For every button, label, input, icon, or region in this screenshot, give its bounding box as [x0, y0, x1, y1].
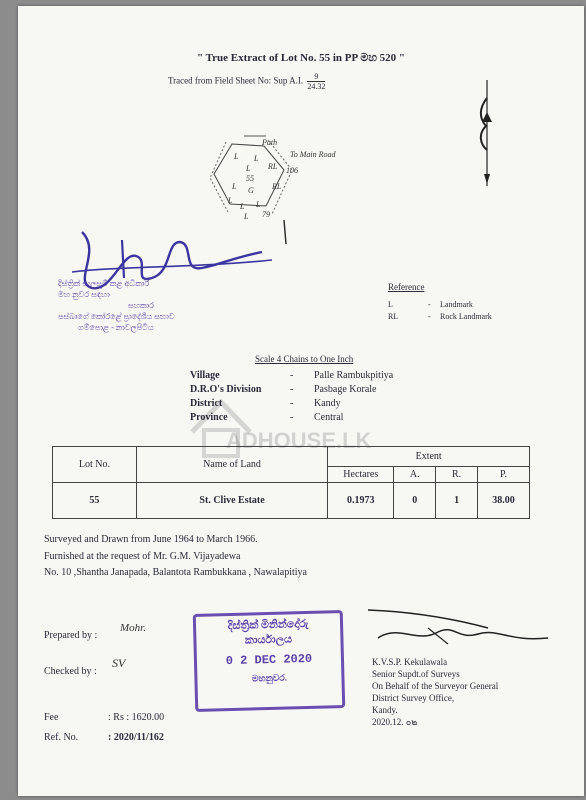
- council-seal: [58, 278, 268, 333]
- land-extent-table: [52, 446, 530, 519]
- acres-header: A.: [394, 467, 436, 483]
- location-details: [190, 370, 450, 430]
- north-arrow-icon: [472, 78, 502, 188]
- survey-document: [18, 6, 584, 796]
- adjoining-lot-top: 106: [286, 166, 298, 175]
- request-line: Furnished at the request of Mr. G.M. Vijayadewa: [44, 551, 241, 562]
- fee-label: Fee: [44, 712, 59, 723]
- table-row: [53, 483, 530, 519]
- sketch-mark: L: [244, 212, 249, 221]
- fraction-denominator: 24.32: [307, 82, 326, 91]
- stamp-line: දිස්ත්‍රික් මිනින්දෝරු: [227, 617, 309, 633]
- roods-header: R.: [436, 467, 478, 483]
- seal-line: මහ නුවර සඳහා: [58, 290, 110, 299]
- land-name-header: Name of Land: [136, 447, 328, 483]
- village-label: Village: [190, 370, 220, 381]
- village-value: Palle Rambukpitiya: [314, 370, 394, 381]
- checked-by-label: Checked by :: [44, 666, 97, 677]
- province-value: Central: [314, 412, 344, 423]
- lot-no-header: Lot No.: [53, 447, 137, 483]
- seal-line: ගම්පොළ - නාවලපිටිය: [78, 323, 154, 332]
- district-value: Kandy: [314, 398, 341, 409]
- stamp-line: මහනුවර.: [251, 672, 288, 684]
- lot-sketch: [206, 134, 316, 230]
- checked-by-signature: SV: [112, 656, 126, 670]
- sketch-mark: RL: [272, 182, 282, 191]
- perches-header: P.: [478, 467, 530, 483]
- surveyor-signature: [358, 598, 558, 654]
- surveyor-date: 2020.12. ๐๒: [372, 717, 418, 727]
- surveyor-block: [372, 656, 498, 728]
- seal-line: සහකාර: [128, 301, 155, 310]
- fraction-numerator: 9: [307, 72, 325, 82]
- acres-cell: 0: [394, 483, 436, 519]
- hectares-header: Hectares: [328, 467, 394, 483]
- district-dash: -: [290, 398, 294, 409]
- sketch-mark: L: [234, 152, 239, 161]
- reference-code: RL: [388, 312, 399, 321]
- road-label: To Main Road: [290, 150, 336, 159]
- roods-cell: 1: [436, 483, 478, 519]
- surveyor-title: Senior Supdt.of Surveys: [372, 669, 460, 679]
- lot-no-cell: 55: [53, 483, 137, 519]
- dro-division-dash: -: [290, 384, 294, 395]
- surveyor-office: District Survey Office,: [372, 693, 455, 703]
- perches-cell: 38.00: [478, 483, 530, 519]
- hectares-cell: 0.1973: [328, 483, 394, 519]
- dro-division-label: D.R.O's Division: [190, 384, 262, 395]
- lot-number-label: 55: [246, 174, 254, 183]
- sketch-mark: L: [256, 200, 261, 209]
- fee-value: : Rs : 1620.00: [108, 712, 165, 723]
- scale-note: Scale 4 Chains to One Inch: [255, 354, 354, 364]
- prepared-by-signature: Mohr.: [120, 622, 146, 634]
- sketch-mark: L: [254, 154, 259, 163]
- ref-no-label: Ref. No.: [44, 732, 79, 743]
- district-survey-office-stamp: [193, 610, 346, 712]
- reference-heading: Reference: [388, 282, 425, 292]
- survey-period: Surveyed and Drawn from June 1964 to March 1966.: [44, 534, 258, 545]
- sketch-mark: L: [228, 196, 233, 205]
- reference-dash: -: [428, 312, 431, 321]
- stamp-line: කාර්යාලය: [244, 633, 293, 647]
- document-title: " True Extract of Lot No. 55 in PP මහ 520 ": [196, 52, 406, 64]
- sketch-mark: L: [246, 164, 251, 173]
- dro-division-value: Pasbage Korale: [314, 384, 377, 395]
- seal-line: දිස්ත්‍රික් සැලසුම් කළ අධිකාරී: [58, 279, 150, 288]
- traced-from-line: [168, 72, 325, 91]
- surveyor-name: K.V.S.P. Kekulawala: [372, 657, 448, 667]
- district-label: District: [190, 398, 223, 409]
- seal-line: පස්බාගේ කෝරළේ ප්‍රාදේශීය සභාව: [58, 312, 175, 321]
- lot-letter-label: G: [248, 186, 254, 195]
- adjoining-lot-bottom: 79: [262, 210, 270, 219]
- address-line: No. 10 ,Shantha Janapada, Balantota Rambukkana , Nawalapitiya: [44, 567, 307, 578]
- land-name-cell: St. Clive Estate: [136, 483, 328, 519]
- traced-prefix: Traced from Field Sheet No: Sup A.I.: [168, 75, 304, 86]
- path-label: Path: [262, 138, 278, 147]
- reference-dash: -: [428, 300, 431, 309]
- sketch-mark: L: [240, 202, 245, 211]
- surveyor-city: Kandy.: [372, 705, 398, 715]
- stamp-date: 0 2 DEC 2020: [225, 651, 313, 669]
- watermark-text: ADHOUSE.LK: [226, 428, 372, 453]
- field-sheet-fraction: [307, 72, 325, 91]
- sketch-mark: L: [232, 182, 237, 191]
- reference-meaning: Landmark: [440, 300, 473, 309]
- ref-no-value: : 2020/11/162: [108, 732, 164, 743]
- reference-code: L: [388, 300, 393, 309]
- reference-meaning: Rock Landmark: [440, 312, 492, 321]
- province-dash: -: [290, 412, 294, 423]
- surveyor-behalf: On Behalf of the Surveyor General: [372, 681, 499, 691]
- reference-item: [388, 300, 393, 309]
- prepared-by-label: Prepared by :: [44, 630, 98, 641]
- extent-header: Extent: [328, 447, 530, 467]
- village-dash: -: [290, 370, 294, 381]
- province-label: Province: [190, 412, 228, 423]
- sketch-mark: RL: [268, 162, 278, 171]
